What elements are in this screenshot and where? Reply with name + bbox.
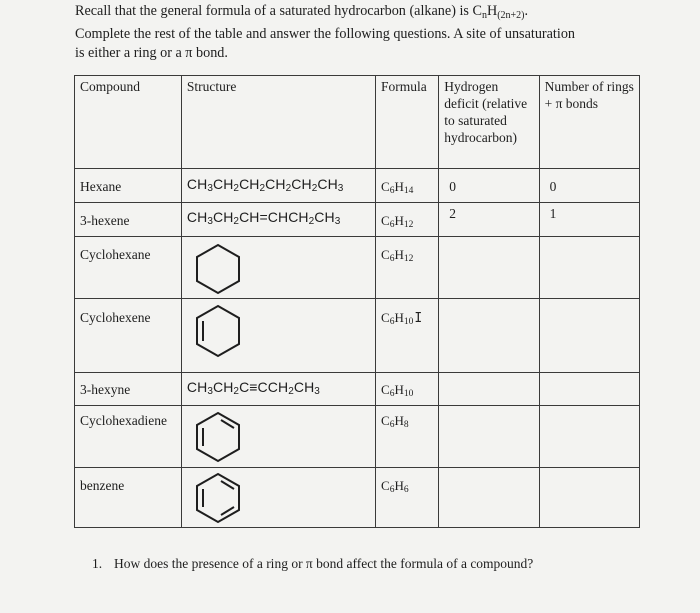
hydrocarbon-table	[74, 75, 640, 528]
condensed-structure: $CH_3CH_2CH=CHCH_2CH_3$	[186, 209, 341, 227]
table-header-row	[75, 76, 640, 169]
table-row	[75, 373, 640, 406]
table-row	[75, 406, 640, 468]
hydrogen-deficit-value[interactable]: 2	[439, 203, 539, 237]
compound-name: 3-hexyne	[75, 373, 182, 406]
rings-pi-value[interactable]	[539, 406, 639, 468]
question-text: How does the presence of a ring or π bond affect the formula of a compound?	[114, 556, 534, 571]
structure-cell	[181, 299, 375, 373]
formula-cell: $C_6H_{12}$	[376, 203, 439, 237]
instruction-line-3: is either a ring or a π bond.	[75, 45, 228, 61]
rings-pi-value: 0	[539, 169, 639, 203]
structure-cell	[181, 468, 375, 528]
table-row	[75, 468, 640, 528]
hydrogen-deficit-value[interactable]	[439, 373, 539, 406]
condensed-structure: $CH_3CH_2C\equiv CCH_2CH_3$	[186, 379, 320, 397]
formula-cell: $C_6H_{10}$	[376, 373, 439, 406]
question-number: 1.	[92, 556, 103, 571]
structure-cell	[181, 406, 375, 468]
table-row	[75, 169, 640, 203]
structure-cell	[181, 169, 375, 203]
compound-name: Cyclohexene	[75, 299, 182, 373]
table-row	[75, 203, 640, 237]
formula-cell: $C_6H_{12}$	[376, 237, 439, 299]
table-row	[75, 299, 640, 373]
condensed-structure: $CH_3CH_2CH_2CH_2CH_2CH_3$	[186, 176, 344, 194]
header-structure: Structure	[181, 76, 375, 169]
rings-pi-value[interactable]	[539, 373, 639, 406]
instruction-line-1: Recall that the general formula of a saturated hydrocarbon (alkane) is $C_nH_{(2n+2)}$.	[75, 3, 529, 21]
header-formula: Formula	[376, 76, 439, 169]
cyclohexane-ring-icon	[193, 240, 243, 296]
header-hydrogen-deficit: Hydrogen deficit (relative to saturated hydrocarbon)	[439, 76, 539, 169]
cyclohexadiene-ring-icon	[193, 409, 243, 465]
question-1	[92, 556, 533, 572]
header-rings-pi-bonds: Number of rings + π bonds	[539, 76, 639, 169]
hydrogen-deficit-value[interactable]	[439, 406, 539, 468]
instructions	[75, 2, 685, 63]
rings-pi-value[interactable]	[539, 468, 639, 528]
compound-name: 3-hexene	[75, 203, 182, 237]
rings-pi-value[interactable]: 1	[539, 203, 639, 237]
compound-name: Hexane	[75, 169, 182, 203]
hydrogen-deficit-value[interactable]	[439, 299, 539, 373]
table-row	[75, 237, 640, 299]
text-cursor-icon: I	[414, 311, 423, 326]
formula-cell: $C_6H_6$	[376, 468, 439, 528]
structure-cell	[181, 373, 375, 406]
compound-name: benzene	[75, 468, 182, 528]
header-compound: Compound	[75, 76, 182, 169]
cyclohexene-ring-icon	[193, 302, 243, 362]
hydrogen-deficit-value: 0	[439, 169, 539, 203]
compound-name: Cyclohexane	[75, 237, 182, 299]
rings-pi-value[interactable]	[539, 299, 639, 373]
structure-cell	[181, 203, 375, 237]
rings-pi-value[interactable]	[539, 237, 639, 299]
compound-name: Cyclohexadiene	[75, 406, 182, 468]
formula-cell: $C_6H_8$	[376, 406, 439, 468]
hydrogen-deficit-value[interactable]	[439, 468, 539, 528]
instruction-line-2: Complete the rest of the table and answer the following questions. A site of unsaturation	[75, 26, 576, 42]
hydrogen-deficit-value[interactable]	[439, 237, 539, 299]
benzene-ring-icon	[193, 471, 243, 525]
formula-cell: $C_6H_{14}$	[376, 169, 439, 203]
structure-cell	[181, 237, 375, 299]
formula-cell: $C_6H_{10}I$	[376, 299, 439, 373]
